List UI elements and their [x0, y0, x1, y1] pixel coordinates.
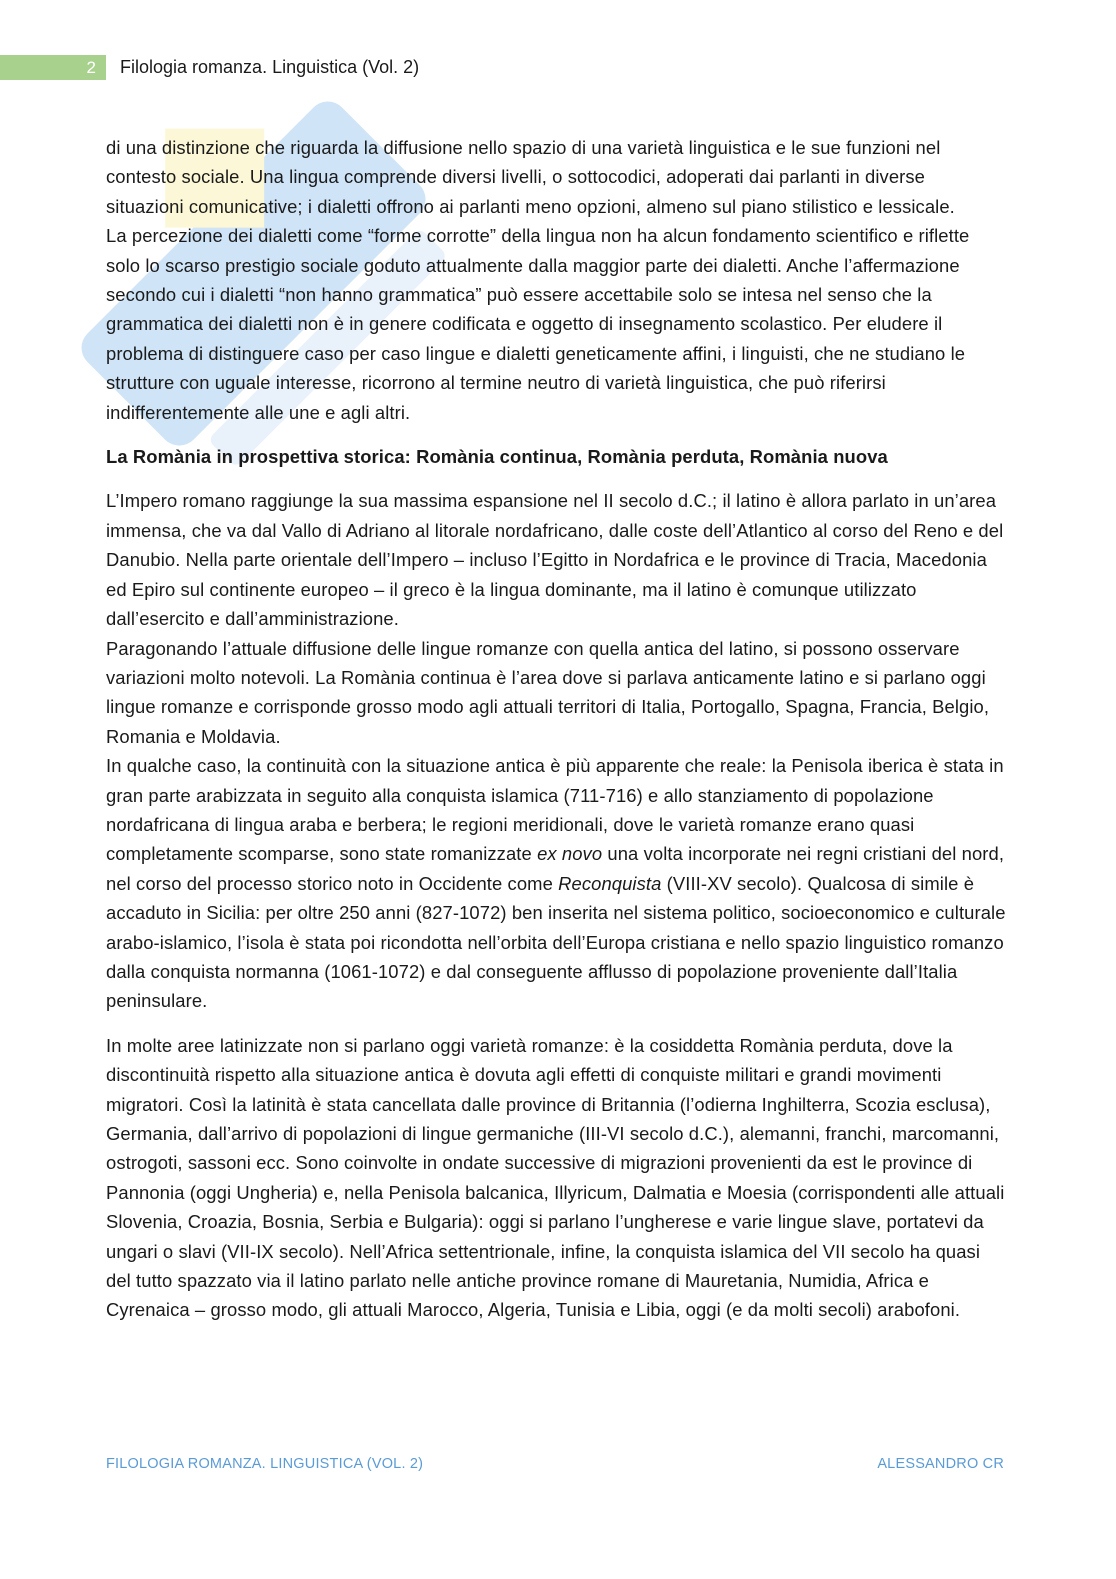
paragraph-5-text-b: una volta incorporate nei regni cristiani del nord, nel corso del processo storico noto in Occidente come: [106, 843, 1005, 894]
page-footer: [106, 1456, 1004, 1472]
footer-author: ALESSANDRO CR: [877, 1456, 1004, 1472]
paragraph-1: di una distinzione che riguarda la diffusione nello spazio di una varietà linguistica e le sue funzioni nel contesto sociale. Una lingua comprende diversi livelli, o sottocodici, adoperati dai parlanti in diverse situazioni comunicative; i dialetti offrono ai parlanti meno opzioni, almeno sul piano stilistico e lessicale.: [106, 137, 955, 217]
italic-ex-novo: ex novo: [537, 843, 603, 865]
page-number: 2: [0, 55, 106, 80]
section-heading: La Romània in prospettiva storica: Romània continua, Romània perduta, Romània nuova: [106, 446, 888, 468]
paragraph-2: La percezione dei dialetti come “forme corrotte” della lingua non ha alcun fondamento scientifico e riflette solo lo scarso prestigio sociale goduto attualmente dalla maggior parte dei dialetti. Anche l’affermazione secondo cui i dialetti “non hanno grammatica” può essere accettabile solo se intesa nel senso che la grammatica dei dialetti non è in genere codificata e oggetto di insegnamento scolastico. Per eludere il problema di distinguere caso per caso lingue e dialetti geneticamente affini, i linguisti, che ne studiano le strutture con uguale interesse, ricorrono al termine neutro di varietà linguistica, che può riferirsi indifferentemente alle une e agli altri.: [106, 225, 970, 423]
paragraph-6: In molte aree latinizzate non si parlano oggi varietà romanze: è la cosiddetta Romània perduta, dove la discontinuità rispetto alla situazione antica è dovuta agli effetti di conquiste militari e grandi movimenti migratori. Così la latinità è stata cancellata dalle province di Britannia (l’odierna Inghilterra, Scozia esclusa), Germania, dall’arrivo di popolazioni di lingue germaniche (III-VI secolo d.C.), alemanni, franchi, marcomanni, ostrogoti, sassoni ecc. Sono coinvolte in ondate successive di migrazioni provenienti da est le province di Pannonia (oggi Ungheria) e, nella Penisola balcanica, Illyricum, Dalmatia e Moesia (corrispondenti alle attuali Slovenia, Croazia, Bosnia, Serbia e Bulgaria): oggi si parlano l’ungherese e varie lingue slave, portatevi da ungari o slavi (VII-IX secolo). Nell’Africa settentrionale, infine, la conquista islamica del VII secolo ha quasi del tutto spazzato via il latino parlato nelle antiche province romane di Mauretania, Numidia, Africa e Cyrenaica – grosso modo, gli attuali Marocco, Algeria, Tunisia e Libia, oggi (e da molti secoli) arabofoni.: [106, 1034, 1005, 1321]
italic-reconquista: Reconquista: [558, 872, 662, 894]
document-body: [106, 133, 1006, 1325]
paragraph-3: L’Impero romano raggiunge la sua massima espansione nel II secolo d.C.; il latino è allora parlato in un’area immensa, che va dal Vallo di Adriano al litorale nordafricano, dalle coste dell’Atlantico al corso del Reno e del Danubio. Nella parte orientale dell’Impero – incluso l’Egitto in Nordafrica e le province di Tracia, Macedonia ed Epiro sul continente europeo – il greco è la lingua dominante, ma il latino è comunque utilizzato dall’esercito e dall’amministrazione.: [106, 490, 1004, 630]
page-header: [0, 55, 419, 80]
paragraph-5-text-a: In qualche caso, la continuità con la situazione antica è più apparente che reale: la Penisola iberica è stata in gran parte arabizzata in seguito alla conquista islamica (711-716) e allo stanziamento di popolazione nordafricana di lingua araba e berbera; le regioni meridionali, dove le varietà romanze erano quasi completamente scomparse, sono state romanizzate: [106, 755, 1004, 865]
paragraph-5-text-c: (VIII-XV secolo). Qualcosa di simile è accaduto in Sicilia: per oltre 250 anni (827-1072) ben inserita nel sistema politico, socioeconomico e culturale arabo-islamico, l’isola è stata poi ricondotta nell’orbita dell’Europa cristiana e nello spazio linguistico romanzo dalla conquista normanna (1061-1072) e dal conseguente afflusso di popolazione proveniente dall’Italia peninsulare.: [106, 872, 1006, 1012]
paragraph-5: [106, 751, 1006, 1016]
footer-book-title: FILOLOGIA ROMANZA. LINGUISTICA (VOL. 2): [106, 1456, 424, 1472]
paragraph-4: Paragonando l’attuale diffusione delle lingue romanze con quella antica del latino, si possono osservare variazioni molto notevoli. La Romània continua è l’area dove si parlava anticamente latino e si parlano oggi lingue romanze e corrisponde grosso modo agli attuali territori di Italia, Portogallo, Spagna, Francia, Belgio, Romania e Moldavia.: [106, 637, 990, 747]
header-title: Filologia romanza. Linguistica (Vol. 2): [120, 57, 420, 77]
